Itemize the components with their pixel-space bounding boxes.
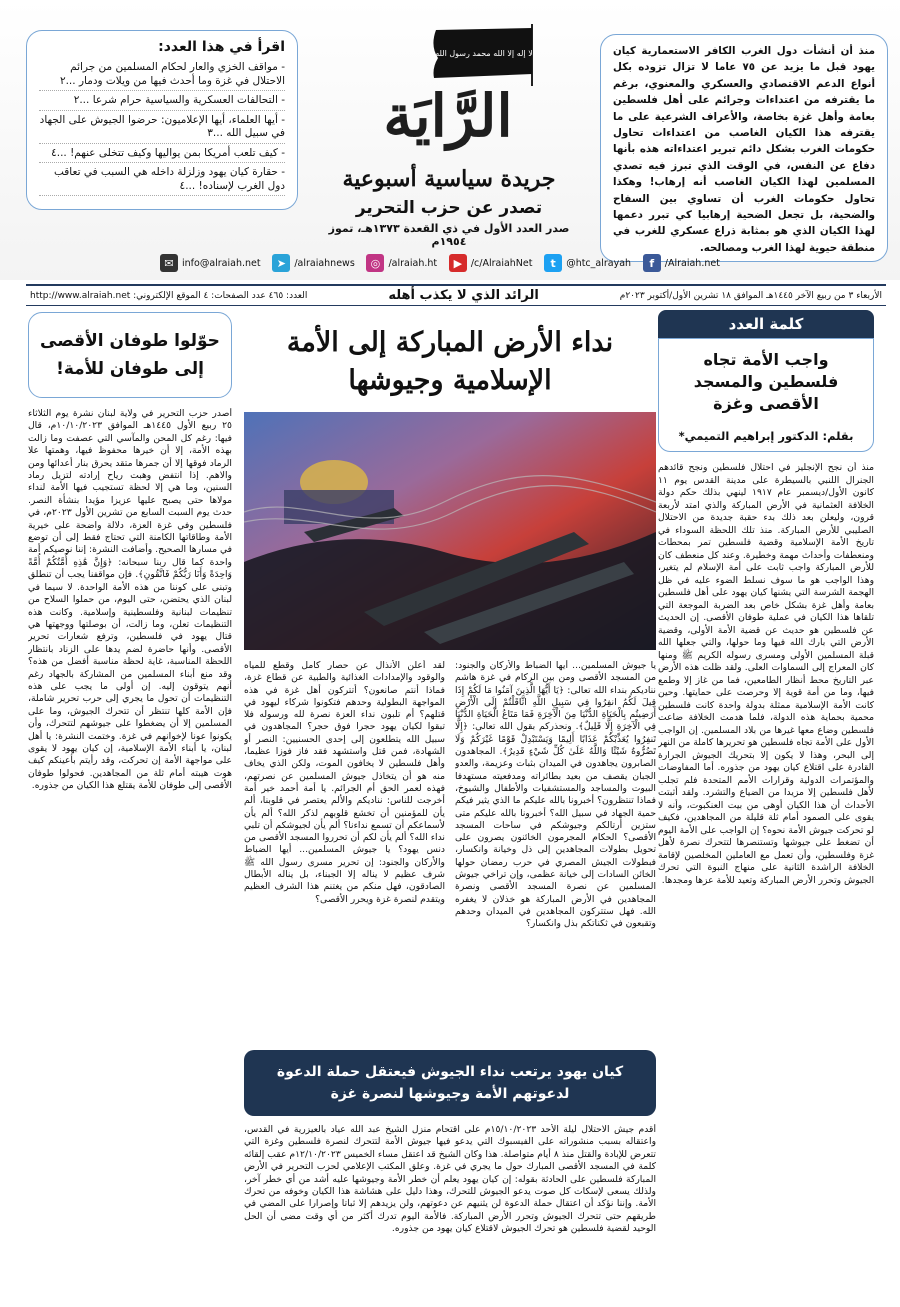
twitter-icon: t <box>544 254 562 272</box>
editorial-title-box <box>658 338 874 452</box>
arrest-news-banner <box>244 1050 656 1116</box>
email-icon: ✉ <box>160 254 178 272</box>
contents-item[interactable]: - مواقف الخزي والعار لحكام المسلمين من جرائم الاحتلال في غزة وما أحدث فيها من ويلات ودمار ...٢ <box>39 61 285 91</box>
contents-item[interactable]: - أيها العلماء، أيها الإعلاميون: حرضوا الجيوش على الجهاد في سبيل الله ...٣ <box>39 114 285 144</box>
social-twitter[interactable] <box>544 254 631 272</box>
contents-list <box>39 61 285 196</box>
editorial-column <box>658 310 874 1302</box>
social-label: /alraiah.ht <box>388 257 438 269</box>
social-telegram[interactable] <box>272 254 354 272</box>
side-article-column <box>28 312 232 1288</box>
social-label: /alraiahnews <box>294 257 355 269</box>
motto: الرائد الذي لا يكذب أهله <box>388 288 539 303</box>
main-article-photo <box>244 412 656 650</box>
facebook-icon: f <box>643 254 661 272</box>
side-article-body: أصدر حزب التحرير في ولاية لبنان نشرة يوم الثلاثاء ٢٥ ربيع الأول ١٤٤٥هـ الموافق ١٠/١٠/٢٠٢٣م، قال فيها: رغم كل المحن والمآسي التي عصفت وما زالت بهذه الأمة، إلا أن خيرها محفوظ فيها، وهمتها علا الرماد فوقها إلا أن جمرها متقد يحرق بنار أعدائها ومن والاهم. إذا انتفض وهبت رياح إرادته لتزيل رماد السنين، وما هي إلا لحظة تستجيب فيها الأمة لنداء مولاها حتى يصبح عليها عزيزا مؤيدا بنشأة النصر. حدث يوم السبت السابع من تشرين الأول ٢٠٢٣م، في فلسطين وفي غزة العزة، دلالة واضحة على خيرية الأمة وطاقاتها الكامنة التي تحتاج فقط إلى أن توضع في مسارها الصحيح. وأضافت النشرة: إننا نوصيكم أمة واحدة كما قال ربنا سبحانه: ﴿وَإِنَّ هَٰذِهِ أُمَّتُكُمْ أُمَّةً وَاحِدَةً وَأَنَا رَبُّكُمْ فَاتَّقُونِ﴾. فإن مواقفنا يجب أن تنطلق وتبنى على كوننا من هذه الأمة الواحدة. لا سيما في لبنان الذي يحتضن، حتى اليوم، من حملوا السلاح من تنظيمات لبنانية وفلسطينية وإسلامية. وكانت هذه التنظيمات تعلن، وما زالت، أن بوصلتها ووجهتها هي قتال يهود في فلسطين، وترفع شعارات تحرير الأقصى. وأنها حاضرة لضم يدها على الزناد بانتظار اللحظة المناسبة، غاية لحظة مناسبة أفضل من هذه؟ وقد منع أبناء المسلمين من المشاركة بالجهاد رغم أنهم يتوقون إليه. إن أولى ما يجب على هذه التنظيمات أن تحول ما يجري إلى حرب تحرير شاملة، فإن الأمة كلها تنتظر أن تتحرك الجيوش، وما على المسلمين إلا أن يضغطوا على جيوشهم لتتحرك، وأن يكونوا عونا لإخوانهم في غزة. وختمت النشرة: يا أهل لبنان، يا أبناء الأمة الإسلامية، إن كيان يهود لا يقوى على مواجهة الأمة إن تحركت، وقد رأيتم بأعينكم كيف هوت هيبته أمام ثلة من المجاهدين. فحولوا طوفان الأقصى إلى طوفان للأمة يقتلع هذا الكيان من جذوره. <box>28 408 232 792</box>
social-youtube[interactable] <box>449 254 533 272</box>
flag-text: لا إله إلا الله محمد رسول الله <box>435 49 533 58</box>
side-article-title: حوّلوا طوفان الأقصى إلى طوفان للأمة! <box>28 312 232 398</box>
social-label: info@alraiah.net <box>182 257 261 269</box>
issue-info-bar <box>26 284 886 306</box>
editorial-body: منذ أن نجح الإنجليز في احتلال فلسطين ونجح قائدهم الجنرال اللنبي بالسيطرة على مدينة القدس يوم ١١ كانون الأول/ديسمبر عام ١٩١٧ لينهي بذلك حكم دولة الخلافة العثمانية في الأرض المباركة والذي امتد لأربعة قرون، وليعلن بعد ذلك بدء حقبة جديدة من الاحتلال الصليبي للأرض المباركة. منذ تلك اللحظة السوداء في تاريخ الأمة الإسلامية وقضية فلسطين تمر بمحطات ومنعطفات وأحداث مهمة وخطيرة. وعند كل منعطف كان للأرض المباركة واجب ثابت على أمة الإسلام لم يتغير، وهذا الواجب هو ما سوف نسلط الضوء عليه في ظل الهجمة الشرسة التي يشنها كيان يهود على أهل فلسطين بعامة وأهل غزة بشكل خاص بعد الضربة الموجعة التي تلقاها هذا الكيان في عملية طوفان الأقصى. إن الحديث عن فلسطين هو حديث عن قضية الأمة الأولى، وقضية الأرض التي بارك الله فيها وما حولها، والتي جعلها الله قبلة المسلمين الأولى ومسرى رسوله الكريم ﷺ ومنها كان المعراج إلى السماوات العلى. ولقد ظلت هذه الأرض عبر التاريخ محط أنظار الطامعين، فما من غاز إلا وطمع فيها، وما من أمة قوية إلا وحرصت على حمايتها. وحين كانت الأمة الإسلامية ممثلة بدولة واحدة كانت فلسطين محمية بحماية هذه الدولة، فلما هدمت الخلافة ضاعت فلسطين وضاع معها غيرها من بلاد المسلمين. إن الواجب الأول على الأمة تجاه فلسطين هو تحريرها كاملة من النهر إلى البحر، وهذا لا يكون إلا بتحريك الجيوش الجرارة القادرة على اقتلاع كيان يهود من جذوره. أما المفاوضات والمؤتمرات الدولية وقرارات الأمم المتحدة فلم تجلب لأهل فلسطين إلا مزيدا من الضياع والتشرد. ولقد أثبتت الأحداث أن هذا الكيان أوهى من بيت العنكبوت، وأنه لا يقوى على الصمود أمام ثلة قليلة من المجاهدين، فكيف لو تحركت جيوش الأمة نحوه؟ إن الواجب على الأمة اليوم أن تضغط على جيوشها وتستنصرها لتتحرك نصرة لأهل غزة وفلسطين، وأن تعمل مع العاملين المخلصين لإقامة الخلافة الراشدة الثانية على منهاج النبوة التي تحرك الجيوش وتحرر الأرض المباركة وتعيد للأمة عزها ومجدها. <box>658 462 874 886</box>
masthead <box>318 14 580 248</box>
editorial-title: واجب الأمة تجاه فلسطين والمسجد الأقصى وغزة <box>693 350 839 413</box>
main-article-columns <box>244 660 656 1036</box>
editorial-header: كلمة العدد <box>658 310 874 338</box>
arrest-news-body: أقدم جيش الاحتلال ليلة الأحد ١٥/١٠/٢٠٢٣م على اقتحام منزل الشيخ عبد الله عياد بالعيزرية في القدس، واعتقاله بسبب منشوراته على الفيسبوك التي يدعو فيها جيوش الأمة لتتحرك لنصرة فلسطين وغزة التي تتعرض للإبادة والقتل منذ ٨ أيام متواصلة. هذا وكان الشيخ قد اعتقل مساء الخميس ١٢/١٠/٢٠٢٣م عقب إلقائه كلمة في المسجد الأقصى المبارك حول ما يجري في غزة. وعلق المكتب الإعلامي لحزب التحرير في الأرض المباركة فلسطين على الحادثة بقوله: إن كيان يهود يعلم أن خطر الأمة وجيوشها عليه أشد من أي خطر آخر، ولذلك يسعى لإسكات كل صوت يدعو الجيوش للتحرك، وهذا دليل على هشاشة هذا الكيان وخوفه من تحرك الأمة. وإننا نؤكد أن اعتقال حملة الدعوة لن يثنيهم عن دعوتهم، ولن يزيدهم إلا ثباتا وإصرارا على المضي في طريقهم حتى تتحرك الجيوش وتحرر الأرض المباركة. فالأمة اليوم تدرك أكثر من أي وقت مضى أن الحل الوحيد لقضية فلسطين هو تحرك الجيوش لاقتلاع كيان يهود من جذوره. <box>244 1124 656 1235</box>
main-article-col-left: لقد أعلن الأنذال عن حصار كامل وقطع للمياه والوقود والإمدادات الغذائية والطبية عن قطاع غزة، فماذا أنتم صانعون؟ أتتركون أهل غزة في هذه المواجهة البطولية وحدهم فتكونوا شركاء ليهود في قتلهم؟ أم تلبون نداء العزة نصرة لله ورسوله فلا تبقوا لكيان يهود حجرا فوق حجر؟ المجاهدون في سبيل الله يتطلعون إلى إحدى الحسنيين: النصر أو الشهادة، فمن قتل واستشهد فقد فاز فوزا عظيما، وأهل فلسطين لا يخافون الموت، ولكن الذي يخاف منه هو أن يتخاذل جيوش المسلمين عن نصرتهم، فهذه لعمر الحق أم الجرائم. يا أمة أحمد خير أمة أخرجت للناس: نناديكم والألم يعتصر في قلوبنا، ألم يأن للمؤمنين أن تخشع قلوبهم لذكر الله؟ ألم يأن لأسماعكم أن تسمع نداءنا؟ ألم يأن لجيوشكم أن تلبي نداء الله؟ ألم يأن لكم أن تحرروا المسجد الأقصى من دنس يهود؟ يا جيوش المسلمين... أيها الضباط والأركان والجنود: إن تحرير مسرى رسول الله ﷺ شرف عظيم لا يناله إلا الجبناء، بل يناله الأبطال الصادقون، فهل منكم من يغتنم هذا الشرف العظيم ويتقدم لنصرة غزة ويحرر الأقصى؟ <box>244 660 445 905</box>
main-headline: نداء الأرض المباركة إلى الأمة الإسلامية وجيوشها <box>286 327 614 396</box>
intro-box <box>600 34 888 262</box>
banner-line1: كيان يهود يرتعب نداء الجيوش فيعتقل حملة الدعوة <box>276 1064 624 1080</box>
publisher-line: تصدر عن حزب التحرير <box>355 198 543 218</box>
social-instagram[interactable] <box>366 254 437 272</box>
social-links <box>160 252 720 274</box>
contents-title: اقرأ في هذا العدد: <box>158 39 285 55</box>
contents-item[interactable]: - كيف تلعب أمريكا بمن يواليها وكيف تتخلى عنهم! ...٤ <box>39 147 285 164</box>
contents-item[interactable]: - حقارة كيان يهود وزلزلة داخله هي السبب في تعاقب دول الغرب لإسناده! ...٤ <box>39 166 285 196</box>
newspaper-logo: الرَّايَة <box>383 82 513 150</box>
flag-icon <box>428 24 538 86</box>
social-label: /Alraiah.net <box>664 257 720 269</box>
youtube-icon: ▶ <box>449 254 467 272</box>
main-article-col-right: يا جيوش المسلمين... أيها الضباط والأركان والجنود: من المسجد الأقصى ومن بين الركام في غزة هاشم نناديكم بنداء الله تعالى: ﴿يَا أَيُّهَا الَّذِينَ آمَنُوا مَا لَكُمْ إِذَا قِيلَ لَكُمُ انفِرُوا فِي سَبِيلِ اللَّهِ اثَّاقَلْتُمْ إِلَى الْأَرْضِ أَرَضِيتُم بِالْحَيَاةِ الدُّنْيَا مِنَ الْآخِرَةِ فَمَا مَتَاعُ الْحَيَاةِ الدُّنْيَا فِي الْآخِرَةِ إِلَّا قَلِيلٌ﴾. ونحذركم بقول الله تعالى: ﴿إِلَّا تَنفِرُوا يُعَذِّبْكُمْ عَذَابًا أَلِيمًا وَيَسْتَبْدِلْ قَوْمًا غَيْرَكُمْ وَلَا تَضُرُّوهُ شَيْئًا وَاللَّهُ عَلَىٰ كُلِّ شَيْءٍ قَدِيرٌ﴾. المجاهدون الصابرون يجاهدون في الميدان بثبات وعزيمة، والعدو الجبان يقصف من بعيد بطائراته ومدفعيته مستهدفا البيوت والمساجد والمستشفيات والأطفال والشيوخ، فماذا تنتظرون؟ أخبرونا بالله عليكم ما الذي يثير فيكم حمية الجهاد في سبيل الله؟ أخبرونا بالله عليكم متى ستزين أرتالكم وجيوشكم في ساحات المسجد الأقصى؟ الحكام المجرمون الخائنون يصرون على تحويل بطولات المجاهدين إلى ذل وخيانة وانكسار، فبطولات الجيش المصري في حرب رمضان حولها الخائن السادات إلى خيانة عظمى، وإن تراخي جيوش المسلمين عن نصرة المسجد الأقصى ونصرة المجاهدين في الأرض المباركة هو خذلان لا يغفره الله. فهل ستتركون المجاهدين في الميدان وحدهم وتقبعون في ثكناتكم بذل وانكسار؟ <box>455 660 656 930</box>
contents-item[interactable]: - التحالفات العسكرية والسياسية حرام شرعا ...٢ <box>39 94 285 111</box>
issue-number[interactable]: العدد: ٤٦٥ عدد الصفحات: ٤ الموقع الإلكتروني: http://www.alraiah.net <box>30 290 308 301</box>
newspaper-subtitle: جريدة سياسية أسبوعية <box>342 166 556 192</box>
instagram-icon: ◎ <box>366 254 384 272</box>
social-label: /c/AlraiahNet <box>470 257 533 269</box>
social-email[interactable] <box>160 254 261 272</box>
first-issue-line: صدر العدد الأول في ذي القعدة ١٣٧٣هـ، تموز ١٩٥٤م <box>328 222 570 248</box>
banner-line2: لدعوتهم الأمة وجيوشها لنصرة غزة <box>330 1086 570 1102</box>
photo-illustration <box>244 412 656 650</box>
telegram-icon: ➤ <box>272 254 290 272</box>
social-facebook[interactable] <box>643 254 720 272</box>
social-label: @htc_alrayah <box>566 257 632 269</box>
editorial-author: بقلم: الدكتور إبراهيم التميمي* <box>678 429 854 443</box>
intro-text: منذ أن أنشأت دول الغرب الكافر الاستعمارية كيان يهود قبل ما يزيد عن ٧٥ عاما لا تزال تزوده بكل أنواع الدعم الاقتصادي والعسكري والمعنوي، برغم ما يقترفه من اعتداءات وجرائم على أهل فلسطين بعامة وأهل غزة بخاصة، والأعراف الشرعية على ما يقترفه هذا الكيان الغاصب من اعتداءات تحاول حكومات الغرب بشكل دائم تبرير اعتداءاته هذه بأنها دفاع عن النفس، في الوقت الذي تبرز فيه تصدي المسلمين لهذا الكيان الغاصب أنه إرهاب! وهكذا تحاول حكومات الغرب أن تساوي بين السفاح والضحية، بل تجعل الضحية إرهابيا كي تبرر دعمها لهذا الكيان الذي هو بمثابة ذراع عسكري للغرب في منطقة حيوية لهذا الغرب ومصالحه. <box>613 45 875 254</box>
contents-box <box>26 30 298 210</box>
issue-date: الأربعاء ٣ من ربيع الآخر ١٤٤٥هـ الموافق ١٨ تشرين الأول/أكتوبر ٢٠٢٣م <box>619 290 882 301</box>
